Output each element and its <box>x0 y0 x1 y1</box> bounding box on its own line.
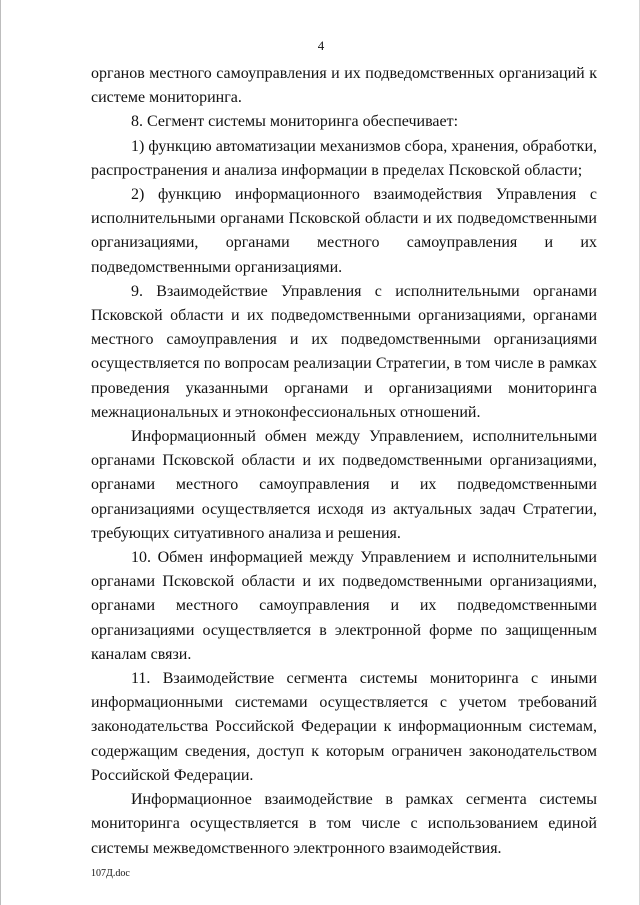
paragraph-info-interaction: Информационное взаимодействие в рамках сегмента системы мониторинга осуществляется в том числе с использованием единой системы межведомственного электронного взаимодействия. <box>91 791 597 857</box>
paragraph-item-10: 10. Обмен информацией между Управлением и исполнительными органами Псковской области и их подведомственными организациями, органами местного самоуправления и их подведомственными организациями осуществляется в электронной форме по защищенным каналам связи. <box>91 549 597 663</box>
paragraph-info-exchange: Информационный обмен между Управлением, исполнительными органами Псковской области и их подведомственными организациями, органами местного самоуправления и их подведомственными организациями осуществляется исходя из актуальных задач Стратегии, требующих ситуативного анализа и решения. <box>91 428 597 542</box>
paragraph-item-8-2: 2) функцию информационного взаимодействия Управления с исполнительными органами Псковской области и их подведомственными организациями, органами местного самоуправления и их подведомственными организациями. <box>91 186 597 276</box>
footer-filename: 107Д.doc <box>91 868 130 879</box>
document-body <box>91 62 597 861</box>
page-number: 4 <box>317 38 325 53</box>
paragraph-item-9: 9. Взаимодействие Управления с исполнительными органами Псковской области и их подведомственными организациями, органами местного самоуправления и их подведомственными организациями осуществляется по вопросам реализации Стратегии, в том числе в рамках проведения указанными органами и организациями мониторинга межнациональных и этноконфессиональных отношений. <box>91 282 597 421</box>
paragraph-continuation: органов местного самоуправления и их подведомственных организаций к системе мониторинга. <box>91 65 597 107</box>
paragraph-item-11: 11. Взаимодействие сегмента системы мониторинга с иными информационными системами осуществляется с учетом требований законодательства Российской Федерации к информационным системам, содержащим сведения, доступ к которым ограничен законодательством Российской Федерации. <box>91 670 597 784</box>
paragraph-item-8-1: 1) функцию автоматизации механизмов сбора, хранения, обработки, распространения и анализа информации в пределах Псковской области; <box>91 137 597 179</box>
paragraph-item-8: 8. Сегмент системы мониторинга обеспечивает: <box>131 113 459 131</box>
